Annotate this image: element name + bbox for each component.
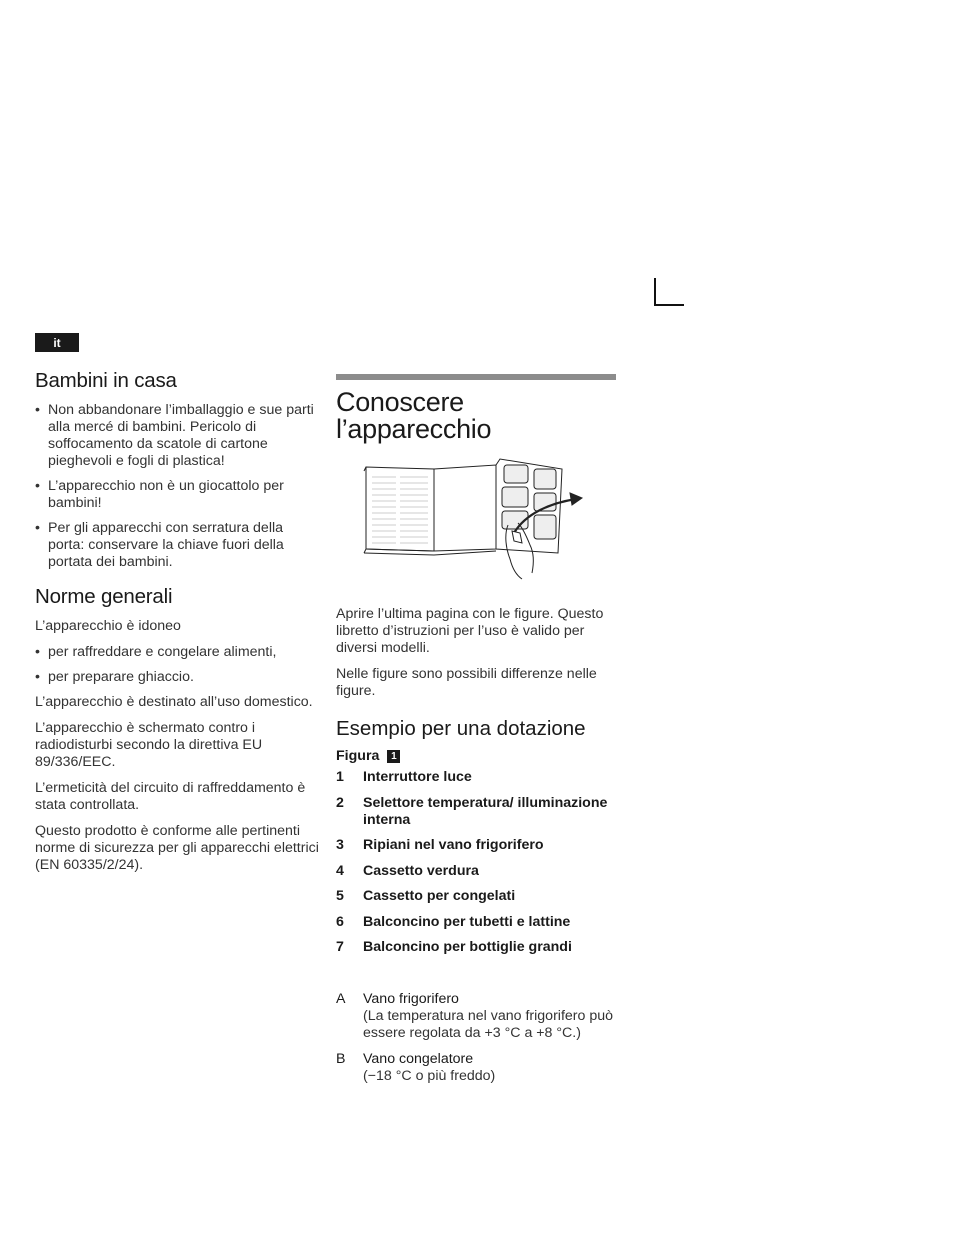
item-title: Vano frigorifero (363, 991, 459, 1007)
list-item-text: per preparare ghiaccio. (48, 669, 194, 685)
list-item (336, 991, 618, 1042)
item-number: 3 (336, 837, 344, 853)
children-safety-section (35, 368, 320, 571)
paragraph: Questo prodotto è conforme alle pertinenti norme di sicurezza per gli apparecchi elettrici (EN 60335/2/24). (35, 823, 319, 873)
general-rules-intro: L’apparecchio è idoneo (35, 618, 181, 634)
list-item (35, 402, 320, 470)
right-column (336, 374, 618, 1093)
paragraph: L’apparecchio è destinato all’uso domestico. (35, 694, 313, 710)
item-text: Interruttore luce (363, 769, 472, 785)
list-item-text: per raffreddare e congelare alimenti, (48, 644, 277, 660)
item-text: Balconcino per bottiglie grandi (363, 939, 572, 955)
paragraph: L’ermeticità del circuito di raffreddamento è stata controllata. (35, 780, 306, 813)
bullet-icon: • (35, 669, 40, 685)
item-text: Cassetto verdura (363, 862, 479, 879)
list-item (336, 769, 618, 786)
list-item (336, 914, 618, 931)
parts-list (336, 769, 618, 956)
paragraph: Aprire l’ultima pagina con le figure. Questo libretto d’istruzioni per l’uso è valido per diversi modelli. (336, 606, 604, 656)
item-number: 1 (336, 769, 344, 785)
item-number: 4 (336, 862, 344, 879)
list-item (35, 520, 320, 571)
list-item (35, 478, 320, 512)
language-tag: it (35, 333, 79, 352)
list-item (336, 863, 618, 880)
item-description: (La temperatura nel vano frigorifero può essere regolata da +3 °C a +8 °C.) (363, 1008, 613, 1041)
crop-mark-vertical (654, 278, 656, 305)
list-item (35, 669, 320, 686)
list-item (336, 939, 618, 956)
list-item (336, 837, 618, 854)
bullet-icon: • (35, 644, 40, 660)
page-title: Conoscere l’apparecchio (336, 387, 492, 444)
bullet-icon: • (35, 402, 40, 418)
general-rules-section (35, 584, 320, 874)
item-text: Ripiani nel vano frigorifero (363, 837, 544, 853)
figure-label: Figura (336, 748, 380, 764)
left-column (35, 368, 320, 883)
general-rules-list (35, 644, 320, 686)
compartments-list (336, 991, 618, 1085)
list-item-text: Per gli apparecchi con serratura della porta: conservare la chiave fuori della portata dei bambini. (48, 520, 284, 570)
item-text: Cassetto per congelati (363, 888, 516, 904)
paragraph: L’apparecchio è schermato contro i radiodisturbi secondo la direttiva EU 89/336/EEC. (35, 720, 263, 770)
paragraph: Nelle figure sono possibili differenze nelle figure. (336, 666, 597, 699)
item-title: Vano congelatore (363, 1050, 474, 1067)
crop-mark-horizontal (654, 304, 684, 306)
children-safety-heading: Bambini in casa (35, 369, 177, 392)
list-item (35, 644, 320, 661)
example-heading: Esempio per una dotazione (336, 717, 586, 740)
list-item (336, 1051, 618, 1085)
item-description: (−18 °C o più freddo) (363, 1067, 496, 1084)
item-text: Balconcino per tubetti e lattine (363, 913, 571, 930)
figure-number-badge: 1 (387, 750, 400, 763)
item-letter: B (336, 1050, 346, 1067)
open-booklet-illustration (336, 453, 618, 583)
item-number: 2 (336, 794, 344, 811)
section-rule (336, 374, 616, 380)
item-number: 5 (336, 888, 344, 904)
item-letter: A (336, 991, 346, 1007)
item-number: 7 (336, 939, 344, 955)
list-item-text: L’apparecchio non è un giocattolo per bambini! (48, 478, 284, 511)
figure-reference (336, 748, 618, 765)
list-item (336, 888, 618, 905)
item-number: 6 (336, 913, 344, 930)
general-rules-heading: Norme generali (35, 585, 173, 608)
bullet-icon: • (35, 478, 40, 494)
list-item (336, 795, 618, 829)
bullet-icon: • (35, 520, 40, 536)
children-safety-list (35, 402, 320, 571)
list-item-text: Non abbandonare l’imballaggio e sue parti alla mercé di bambini. Pericolo di soffocamento da scatole di cartone pieghevoli e fogli di plastica! (48, 402, 314, 469)
item-text: Selettore temperatura/ illuminazione interna (363, 794, 608, 828)
